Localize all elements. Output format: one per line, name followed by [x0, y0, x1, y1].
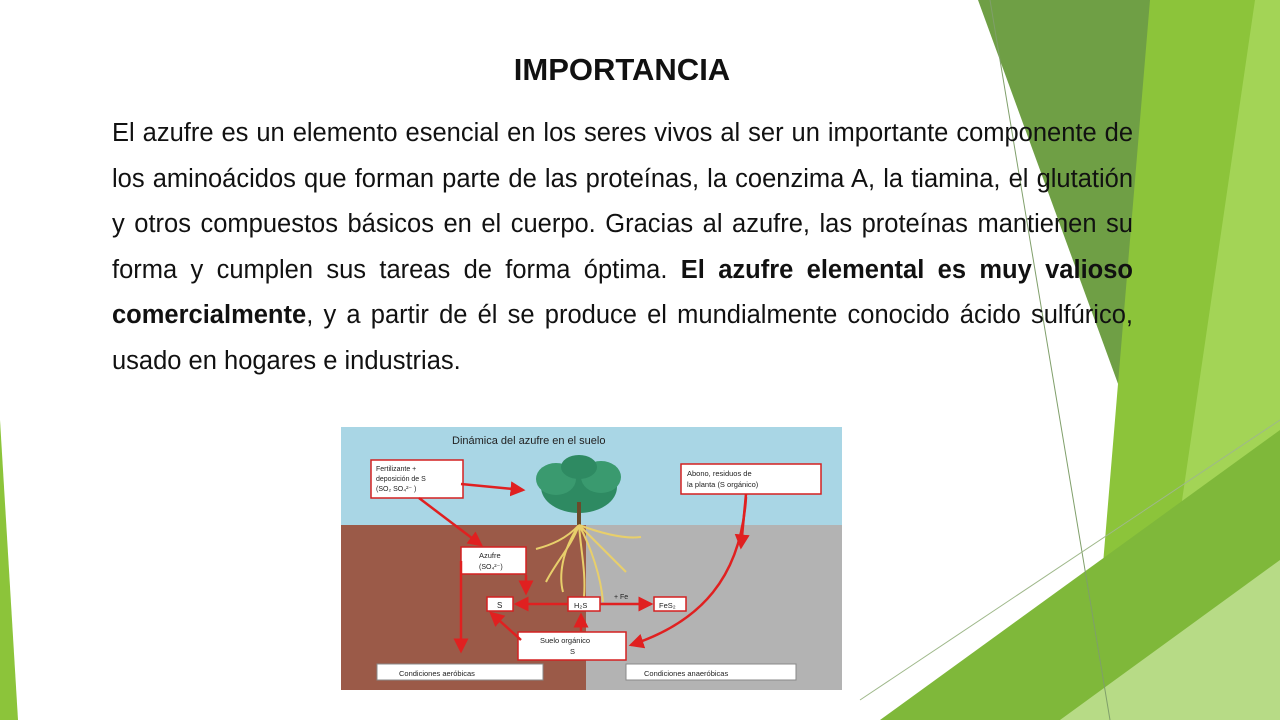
body-paragraph [112, 111, 1133, 384]
h2s-box-label: H₂S [574, 601, 588, 610]
suelo-organico-box [518, 632, 626, 660]
anaerobic-label: Condiciones anaeróbicas [644, 669, 729, 678]
fe-label: + Fe [614, 594, 629, 601]
s-box [487, 597, 513, 611]
aerobic-label-box [377, 664, 543, 680]
abono-line-2: la planta (S orgánico) [687, 480, 759, 489]
aerobic-label: Condiciones aeróbicas [399, 669, 475, 678]
paragraph-text-2: , y a partir de él se produce el mundialmente conocido ácido sulfúrico, usado en hogares e industrias. [112, 301, 1133, 375]
paragraph-text-1: El azufre es un elemento esencial en los seres vivos al ser un importante componente de los aminoácidos que forman parte de las proteínas, la coenzima A, la tiamina, el glutatión y otros compuestos básicos en el cuerpo. Gracias al azufre, las proteínas mantienen su forma y cumplen sus tareas de forma óptima. [112, 119, 1133, 284]
azufre-line-2: (SO₄²⁻) [479, 564, 503, 571]
azufre-line-1: Azufre [479, 551, 501, 560]
anaerobic-label-box [626, 664, 796, 680]
fes2-box [654, 597, 686, 611]
fertilizer-line-3: (SO₂ SO₄²⁻ ) [376, 486, 417, 493]
fertilizer-line-2: deposición de S [376, 476, 426, 483]
fertilizer-line-1: Fertilizante + [376, 466, 417, 473]
s-box-label: S [497, 601, 503, 610]
green-shape-left [0, 420, 18, 720]
slide-title: IMPORTANCIA [513, 52, 731, 87]
abono-box [681, 464, 821, 494]
suelo-line-1: Suelo orgánico [540, 636, 591, 645]
suelo-line-2: S [570, 647, 576, 656]
sulfur-cycle-diagram [341, 427, 842, 690]
abono-line-1: Abono, residuos de [687, 469, 752, 478]
fes2-box-label: FeS₂ [659, 601, 676, 610]
azufre-box [461, 547, 526, 574]
fertilizer-box [371, 460, 463, 498]
diagram-title: Dinámica del azufre en el suelo [452, 435, 606, 447]
h2s-box [568, 597, 600, 611]
paragraph-bold-text: El azufre elemental es muy valioso comercialmente [112, 255, 1133, 329]
